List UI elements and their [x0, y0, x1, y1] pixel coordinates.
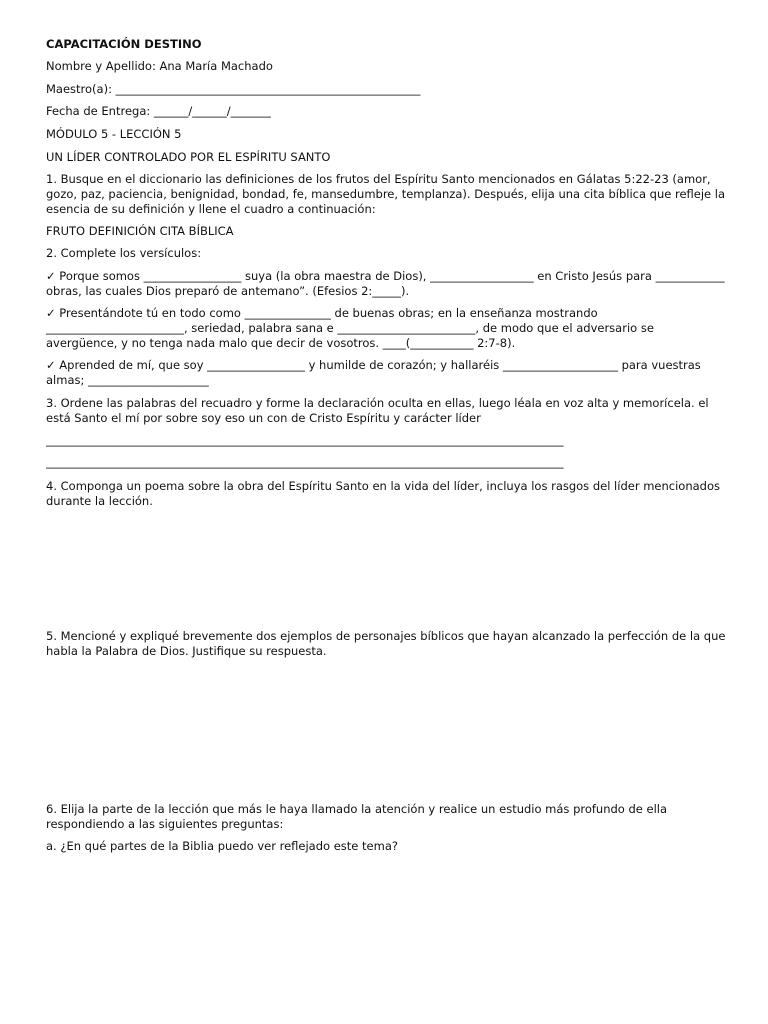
document-title: CAPACITACIÓN DESTINO	[46, 37, 202, 51]
verse-item-1: ✓ Porque somos _________________ suya (la obra maestra de Dios), __________________ en Cristo Jesús para ____________ obras, las cuales Dios preparó de antemano”. (Efesios 2:_____).	[46, 269, 725, 298]
teacher-line: Maestro(a): _____________________________________________________	[46, 82, 421, 96]
student-name-line: Nombre y Apellido: Ana María Machado	[46, 59, 273, 73]
verse-item-2: ✓ Presentándote tú en todo como _______________ de buenas obras; en la enseñanza mostrando ________________________, seriedad, palabra sana e ________________________, de modo que el adversario se avergüence, y no tenga nada malo que decir de vosotros. ____(___________ 2:7-8).	[46, 306, 654, 350]
due-date-line: Fecha de Entrega: ______/______/_______	[46, 104, 271, 118]
lesson-title: UN LÍDER CONTROLADO POR EL ESPÍRITU SANTO	[46, 150, 331, 164]
question-6a: a. ¿En qué partes de la Biblia puedo ver reflejado este tema?	[46, 839, 398, 853]
answer-line-2: __________________________________________________________________________________________	[46, 455, 564, 469]
fruit-table-header: FRUTO DEFINICIÓN CITA BÍBLICA	[46, 224, 234, 238]
question-2: 2. Complete los versículos:	[46, 246, 202, 260]
module-heading: MÓDULO 5 - LECCIÓN 5	[46, 127, 182, 141]
question-4: 4. Componga un poema sobre la obra del Espíritu Santo en la vida del líder, incluya los rasgos del líder mencionados durante la lección.	[46, 479, 720, 508]
answer-line-1: __________________________________________________________________________________________	[46, 433, 564, 447]
verse-item-3: ✓ Aprended de mí, que soy _________________ y humilde de corazón; y hallaréis ____________________ para vuestras almas; _____________________	[46, 358, 701, 387]
question-3: 3. Ordene las palabras del recuadro y forme la declaración oculta en ellas, luego léala en voz alta y memorícela. el está Santo el mí por sobre soy eso un con de Cristo Espíritu y carácter líder	[46, 396, 709, 425]
question-5: 5. Mencioné y expliqué brevemente dos ejemplos de personajes bíblicos que hayan alcanzado la perfección de la que habla la Palabra de Dios. Justifique su respuesta.	[46, 629, 726, 658]
question-1: 1. Busque en el diccionario las definiciones de los frutos del Espíritu Santo mencionados en Gálatas 5:22-23 (amor, gozo, paz, paciencia, benignidad, bondad, fe, mansedumbre, templanza). Después, elija una cita bíblica que refleje la esencia de su definición y llene el cuadro a continuación:	[46, 172, 726, 216]
question-6: 6. Elija la parte de la lección que más le haya llamado la atención y realice un estudio más profundo de ella respondiendo a las siguientes preguntas:	[46, 802, 668, 831]
